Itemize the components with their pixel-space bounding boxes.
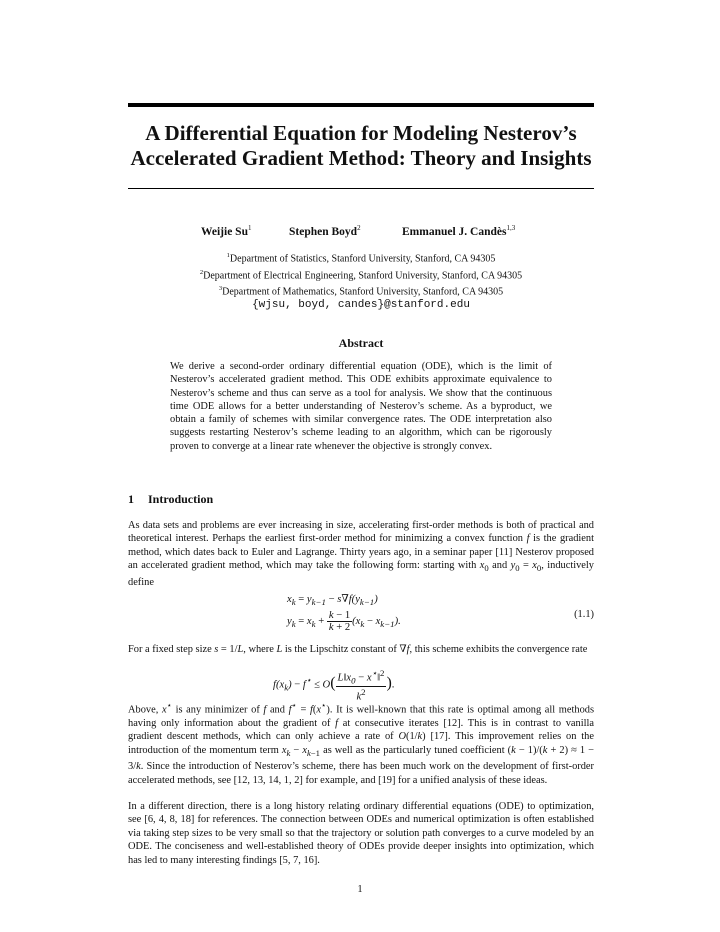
affiliation-1-sup: 1 (226, 252, 230, 259)
author-1-name: Weijie Su (201, 225, 248, 238)
affiliation-2-sup: 2 (199, 268, 204, 276)
after-eq-a: For a fixed step size (128, 644, 215, 655)
author-1-sup: 1 (247, 224, 252, 232)
intro-p1-a: As data sets and problems are ever increasing in size, accelerating first-order methods is both of practical and theoretical interest. Perhaps the earliest first-order method for minimizing a convex function (128, 520, 594, 545)
section-heading (128, 492, 213, 507)
p2-b: is any minimizer of (171, 704, 264, 716)
title-line-2: Accelerated Gradient Method: Theory and Insights (130, 146, 592, 170)
affiliations (128, 249, 594, 312)
author-2-name: Stephen Boyd (289, 225, 358, 238)
affiliation-1-text: Department of Statistics, Stanford University, Stanford, CA 94305 (229, 253, 496, 265)
intro-p1-b: is the gradient method, which dates back to Euler and Lagrange. Thirty years ago, in a seminar paper [11] Nesterov proposed an accelerated gradient method, which may take the following form: starting with (128, 533, 594, 572)
convergence-rate-equation: $f(x_k) - f^⋆ \le O$( $\frac{L‖x_0 - x^⋆‖^2}{k^2}$ ). (273, 668, 395, 703)
p2-g: as well as the particularly tuned coefficient (320, 744, 508, 756)
equation-number: (1.1) (574, 609, 594, 620)
title-line-1: A Differential Equation for Modeling Nesterov’s (145, 121, 577, 145)
affiliation-1 (128, 249, 594, 266)
intro-paragraph-2: Above, x⋆ is any minimizer of f and f⋆ = f(x⋆). It is well-known that this rate is optimal among all methods having only information about the gradient of f at consecutive iterates [12]. This is in contrast to vanilla gradient descent methods, which can only achieve a rate of O(1/k) [17]. This improvement relies on the introduction of the momentum term $x_k - x_{k-1}$ as well as the particularly tuned coefficient (k − 1)/(k + 2) ≈ 1 − 3/k. Since the introduction of Nesterov’s scheme, there has been much work on the development of first-order accelerated methods, see [12, 13, 14, 1, 2] for example, and [19] for a unified analysis of these ideas. (128, 700, 595, 786)
section-title: Introduction (148, 492, 214, 506)
after-eq-c: is the Lipschitz constant of (282, 644, 400, 655)
page-number: 1 (357, 884, 363, 895)
intro-paragraph-3: In a different direction, there is a long history relating ordinary differential equations (ODE) to optimization, see [6, 4, 8, 18] for references. The connection between ODEs and numerical optimization is often established via taking step sizes to be very small so that the trajectory or solution path converges to a curve modeled by an ODE. The conciseness and well-established theory of ODEs provide deeper insights into optimization, which has led to many interesting findings [5, 7, 16]. (128, 801, 594, 866)
p2-f: [17]. This improvement relies on the introduction of the momentum term (128, 731, 594, 756)
author-3 (402, 221, 515, 239)
after-eq-b: , where (243, 644, 277, 655)
p2-c: and (266, 704, 289, 716)
abstract-text: We derive a second-order ordinary differential equation (ODE), which is the limit of Nesterov’s accelerated gradient method. This ODE exhibits approximate equivalence to Nesterov’s scheme and thus can serve as a tool for analysis. We show that the continuous time ODE allows for a better understanding of Nesterov’s scheme. As a byproduct, we obtain a family of schemes with similar convergence rates. The ODE interpretation also suggests restarting Nesterov’s scheme leading to an algorithm, which can be rigorously proven to converge at a linear rate whenever the objective is strongly convex. (170, 361, 552, 452)
affiliation-2-text: Department of Electrical Engineering, Stanford University, Stanford, CA 94305 (203, 269, 523, 281)
after-equation-text: For a fixed step size s = 1/L, where L is the Lipschitz constant of ∇f, this scheme exhibits the convergence rate (128, 644, 588, 655)
intro-p1-d: , inductively define (128, 560, 594, 588)
top-rule (128, 103, 594, 107)
p2-d: . It is well-known that this rate is optimal among all methods having only information about the gradient of (128, 704, 595, 729)
intro-paragraph-1: As data sets and problems are ever increasing in size, accelerating first-order methods is both of practical and theoretical interest. Perhaps the earliest first-order method for minimizing a convex function f is the gradient method, which dates back to Euler and Lagrange. Thirty years ago, in a seminar paper [11] Nesterov proposed an accelerated gradient method, which may take the following form: starting with $x_0$ and $y_0 = x_0$, inductively define (128, 520, 594, 588)
intro-p1-f: f (526, 533, 530, 545)
p2-e: at consecutive iterates [12]. This is in contrast to vanilla gradient descent methods, which can only achieve a rate of (128, 717, 594, 743)
p2-h: . Since the introduction of Nesterov’s scheme, there has been much work on the development of first-order accelerated methods, see [12, 13, 14, 1, 2] for example, and [19] for a unified analysis of these ideas. (128, 761, 594, 786)
paper-title (128, 121, 594, 171)
author-2-sup: 2 (357, 224, 361, 232)
affiliation-3 (128, 282, 594, 299)
affiliation-3-sup: 3 (218, 285, 223, 293)
equation-1-1-line-1: $x_k = y_{k-1} - s\nabla f(y_{k-1})$ (287, 594, 378, 608)
affiliation-3-text: Department of Mathematics, Stanford University, Stanford, CA 94305 (222, 286, 504, 298)
author-2 (289, 221, 361, 239)
section-number: 1 (128, 492, 134, 506)
author-1 (201, 221, 251, 239)
affiliation-2 (128, 266, 594, 283)
author-3-name: Emmanuel J. Candès (402, 225, 507, 238)
p2-a: Above, (128, 704, 162, 716)
abstract-heading: Abstract (338, 336, 384, 350)
intro-p1-c: and (488, 560, 511, 572)
author-3-sup: 1,3 (506, 224, 516, 232)
bottom-rule (128, 188, 594, 189)
equation-1-1-line-2: $y_k = x_k$ + $\frac{k - 1}{k + 2}$ $(x_k - x_{k-1})$. (287, 610, 401, 633)
after-eq-d: , this scheme exhibits the convergence rate (409, 644, 588, 655)
email-addresses: {wjsu, boyd, candes}@stanford.edu (252, 298, 470, 311)
